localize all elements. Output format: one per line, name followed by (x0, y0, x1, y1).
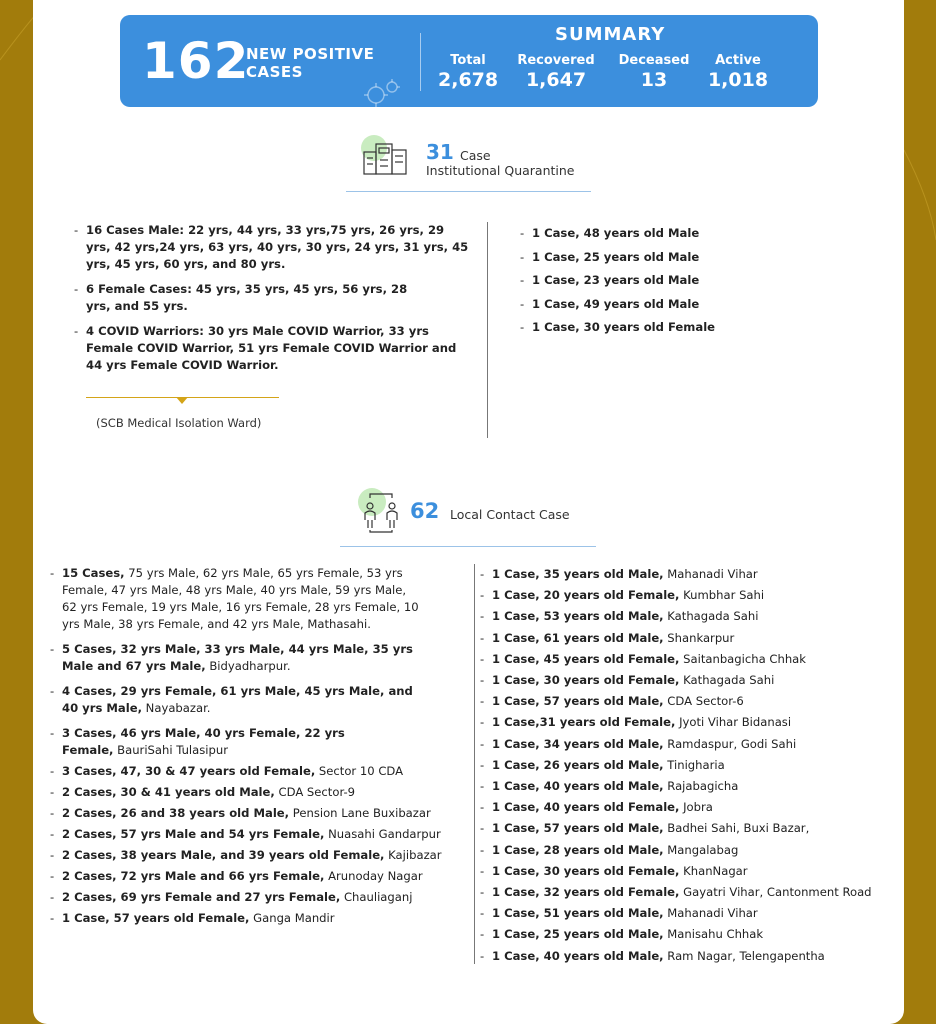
summary-title: SUMMARY (555, 24, 666, 45)
isolation-ward-note: (SCB Medical Isolation Ward) (96, 416, 262, 430)
local-left-list (48, 565, 458, 927)
list-item: - 1 Case, 23 years old Male (518, 269, 818, 293)
list-item: - 1 Case, 57 years old Female, Ganga Mandir (48, 910, 458, 927)
summary-banner (120, 15, 818, 107)
list-item: - 4 COVID Warriors: 30 yrs Male COVID Warrior, 33 yrs Female COVID Warrior, 51 yrs Female COVID Warrior and 44 yrs Female COVID Warrior. (72, 323, 471, 374)
local-column-separator (474, 564, 475, 964)
contact-people-icon (354, 486, 406, 534)
local-contact-underline (340, 546, 596, 547)
list-item: - 1 Case, 30 years old Female, KhanNagar (478, 861, 898, 882)
list-item: - 2 Cases, 30 & 41 years old Male, CDA Sector-9 (48, 784, 458, 801)
list-item: - 2 Cases, 72 yrs Male and 66 yrs Female, Arunoday Nagar (48, 868, 458, 885)
list-item: - 1 Case, 32 years old Female, Gayatri Vihar, Cantonment Road (478, 882, 898, 903)
quarantine-left-list (72, 222, 472, 374)
list-item: - 1 Case, 30 years old Female, Kathagada Sahi (478, 670, 898, 691)
list-item: - 1 Case, 25 years old Male (518, 246, 818, 270)
quarantine-column-separator (487, 222, 488, 438)
list-item: - 1 Case, 57 years old Male, Badhei Sahi, Buxi Bazar, (478, 818, 898, 839)
list-item: - 2 Cases, 57 yrs Male and 54 yrs Female, Nuasahi Gandarpur (48, 826, 458, 843)
new-cases-count: 162 (142, 32, 250, 90)
list-item: - 3 Cases, 47, 30 & 47 years old Female, Sector 10 CDA (48, 763, 458, 780)
list-item: - 1 Case, 25 years old Male, Manisahu Chhak (478, 924, 898, 945)
list-item: - 2 Cases, 26 and 38 years old Male, Pension Lane Buxibazar (48, 805, 458, 822)
local-right-list (478, 564, 898, 967)
list-item: - 1 Case, 49 years old Male (518, 293, 818, 317)
list-item: - 1 Case, 30 years old Female (518, 316, 818, 340)
quarantine-right-list (518, 222, 818, 340)
list-item: - 1 Case, 57 years old Male, CDA Sector-6 (478, 691, 898, 712)
list-item: - 1 Case, 51 years old Male, Mahanadi Vihar (478, 903, 898, 924)
list-item: - 15 Cases, 75 yrs Male, 62 yrs Male, 65 yrs Female, 53 yrs Female, 47 yrs Male, 48 yrs Male, 40 yrs Male, 59 yrs Male, 62 yrs Female, 19 yrs Male, 16 yrs Female, 28 yrs Female, 10 yrs Male, 38 yrs Female, and 42 yrs Male, Mathasahi. (48, 565, 422, 633)
virus-icon (358, 75, 404, 109)
quarantine-count: 31 (426, 140, 454, 164)
isolation-ward-pointer (176, 397, 188, 404)
local-contact-label: Local Contact Case (450, 507, 570, 522)
list-item: - 1 Case, 20 years old Female, Kumbhar Sahi (478, 585, 898, 606)
stat-deceased: Deceased 13 (618, 53, 690, 91)
new-cases-label: NEW POSITIVE CASES (246, 45, 375, 81)
list-item: - 1 Case, 28 years old Male, Mangalabag (478, 840, 898, 861)
local-contact-count: 62 (410, 499, 440, 523)
list-item: - 1 Case, 40 years old Male, Rajabagicha (478, 776, 898, 797)
list-item: - 1 Case, 40 years old Male, Ram Nagar, Telengapentha (478, 946, 898, 967)
list-item: - 2 Cases, 38 years Male, and 39 years old Female, Kajibazar (48, 847, 458, 864)
list-item: - 6 Female Cases: 45 yrs, 35 yrs, 45 yrs, 56 yrs, 28 yrs, and 55 yrs. (72, 281, 421, 315)
list-item: - 1 Case, 40 years old Female, Jobra (478, 797, 898, 818)
list-item: - 1 Case, 35 years old Male, Mahanadi Vihar (478, 564, 898, 585)
list-item: - 16 Cases Male: 22 yrs, 44 yrs, 33 yrs,75 yrs, 26 yrs, 29 yrs, 42 yrs,24 yrs, 63 yrs, 40 yrs, 30 yrs, 24 yrs, 31 yrs, 45 yrs, 45 yrs, 60 yrs, and 80 yrs. (72, 222, 472, 273)
quarantine-building-icon (358, 134, 414, 178)
quarantine-underline (346, 191, 591, 192)
stat-recovered: Recovered 1,647 (517, 53, 595, 91)
list-item: - 3 Cases, 46 yrs Male, 40 yrs Female, 22 yrs Female, BauriSahi Tulasipur (48, 725, 397, 759)
list-item: - 4 Cases, 29 yrs Female, 61 yrs Male, 45 yrs Male, and 40 yrs Male, Nayabazar. (48, 683, 417, 717)
list-item: - 5 Cases, 32 yrs Male, 33 yrs Male, 44 yrs Male, 35 yrs Male and 67 yrs Male, Bidyadharpur. (48, 641, 437, 675)
quarantine-label: Institutional Quarantine (426, 163, 575, 178)
stat-total: Total 2,678 (438, 53, 499, 91)
list-item: - 2 Cases, 69 yrs Female and 27 yrs Female, Chauliaganj (48, 889, 458, 906)
banner-divider (420, 33, 421, 91)
list-item: - 1 Case, 34 years old Male, Ramdaspur, Godi Sahi (478, 734, 898, 755)
list-item: - 1 Case, 61 years old Male, Shankarpur (478, 628, 898, 649)
list-item: - 1 Case,31 years old Female, Jyoti Vihar Bidanasi (478, 712, 898, 733)
list-item: - 1 Case, 48 years old Male (518, 222, 818, 246)
list-item: - 1 Case, 26 years old Male, Tinigharia (478, 755, 898, 776)
list-item: - 1 Case, 53 years old Male, Kathagada Sahi (478, 606, 898, 627)
list-item: - 1 Case, 45 years old Female, Saitanbagicha Chhak (478, 649, 898, 670)
quarantine-label-case: Case (460, 148, 491, 163)
stat-active: Active 1,018 (707, 53, 769, 91)
